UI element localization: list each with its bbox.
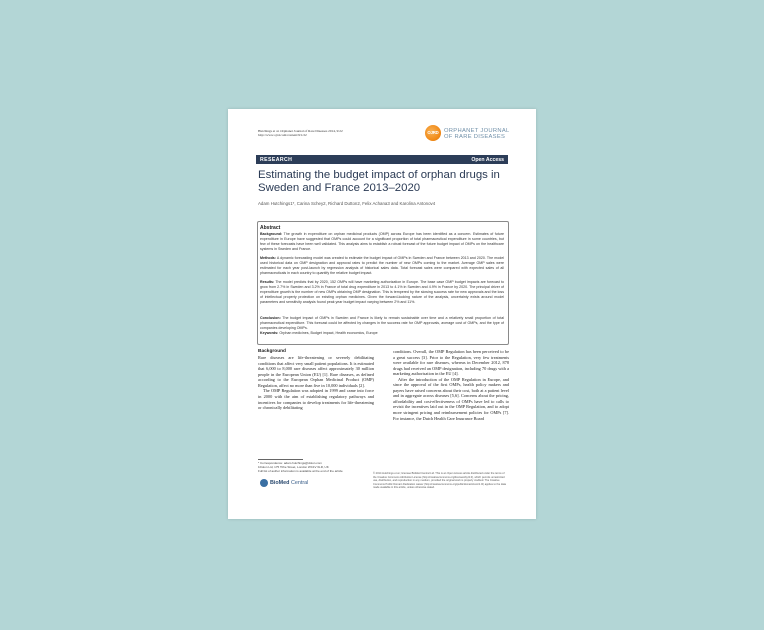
abstract-text: The growth in expenditure on orphan medicinal products (OMP) across Europe has been identified as a concern. Estimates of future expenditure in Europe have suggested that OMPs could account for a significant proportion of total pharmaceutical expenditure in some countries, but few of these forecasts have been well validated. This analysis aims to establish a robust forecast of the future budget impact of OMPs on the healthcare systems in Sweden and France.	[260, 232, 504, 251]
correspondence-note: * Correspondence: adam.hutchings@dolon.com	[258, 461, 322, 465]
footnotes	[258, 461, 378, 473]
abstract-label: Results:	[260, 280, 275, 284]
abstract-label: Keywords:	[260, 331, 279, 335]
section-banner	[256, 155, 508, 164]
author-info-note: Full list of author information is available at the end of the article	[258, 469, 343, 473]
biomed-central-logo-icon	[260, 479, 268, 487]
abstract-text: The model predicts that by 2020, 152 OMPs will have marketing authorization in Europe. The base case OMP budget impacts are forecast to grow from 2.7% in Sweden and 3.2% in France of total drug expenditure in 2013 to 4.1% in Sweden and 4.9% in France by 2020. The principal driver of expenditure growth is the number of new OMPs obtaining OMP designation. This is tempered by the slowing success rate for new approvals and the loss of intellectual property protection on existing orphan medicines. Given the forward-looking nature of the analysis, uncertainty exists around model parameters and sensitivity analysis found peak year budget impact varying between 2% and 11%.	[260, 280, 504, 304]
journal-name-line1: ORPHANET JOURNAL	[444, 128, 510, 134]
banner-open-access-label: Open Access	[471, 156, 504, 163]
copyright-notice: © 2014 Hutchings et al.; licensee BioMed Central Ltd. This is an Open Access article distributed under the terms of the Creative Commons Attribution License (http://creativecommons.org/licenses/by/2.0), which permits unrestricted use, distribution, and reproduction in any medium, provided the original work is properly credited. The Creative Commons Public Domain Dedication waiver (http://creativecommons.org/publicdomain/zero/1.0/) applies to the data made available in this article, unless otherwise stated.	[373, 472, 506, 490]
article-page	[228, 109, 536, 519]
abstract-results	[260, 280, 504, 305]
banner-research-label: RESEARCH	[260, 156, 293, 163]
body-paragraph: Rare diseases are life-threatening or severely debilitating conditions that affect very small patient populations. It is estimated that 6,000 to 8,000 rare diseases affect approximately 30 million people in the European Union (EU) [1]. Rare diseases, as defined according to the European Orphan Medicinal Product (OMP) Regulation, affect no more than five in 10,000 individuals [2].	[258, 355, 374, 388]
abstract-text: Orphan medicines, Budget impact, Health economics, Europe	[278, 331, 378, 335]
abstract-text: A dynamic forecasting model was created to estimate the budget impact of OMPs in Sweden and France between 2013 and 2020. The model used historical data on OMP designation and approval rates to predict the number of new OMPs coming to the market. Average OMP sales were estimated for each year post-launch by regression analysis of historical sales data. Total forecast sales were compared with expected sales of all pharmaceuticals in each country to quantify the relative budget impact.	[260, 256, 504, 275]
journal-logo-mark: OJRD	[427, 130, 439, 135]
article-title: Estimating the budget impact of orphan drugs in Sweden and France 2013–2020	[258, 169, 500, 195]
abstract-methods	[260, 256, 504, 276]
author-list: Adam Hutchings1*, Carina Schey2, Richard Dutton2, Felix Achana3 and Karolina Antonov4	[258, 201, 436, 206]
abstract-label: Conclusion:	[260, 316, 281, 320]
abstract-label: Methods:	[260, 256, 276, 260]
journal-name	[444, 128, 510, 141]
citation-line: Hutchings et al. Orphanet Journal of Rare Diseases 2014, 9:22	[258, 129, 343, 133]
abstract-conclusion	[260, 316, 504, 331]
body-paragraph: conditions. Overall, the OMP Regulation has been perceived to be a great success [3]. Prior to the Regulation, very few treatments were available for rare diseases, whereas in December 2012, 878 drugs had received an OMP designation, including 70 drugs with a marketing authorisation in the EU [4].	[393, 349, 509, 377]
citation	[258, 129, 343, 138]
body-column-right	[393, 349, 509, 421]
journal-name-line2: OF RARE DISEASES	[444, 134, 506, 141]
body-paragraph: After the introduction of the OMP Regulation in Europe, and since the approval of the first OMPs, health policy makers and payers have raised concerns about their cost, both at a patient level and in aggregate across diseases [5,6]. Concerns about the pricing, affordability and cost-effectiveness of OMPs have led to calls to revisit the incentives laid out in the OMP Regulation, and to adopt more stringent pricing and reimbursement policies for OMPs [7]. For instance, the Dutch Health Care Insurance Board	[393, 376, 509, 421]
abstract-heading: Abstract	[260, 225, 281, 231]
publisher-name-rest: Central	[289, 479, 309, 486]
abstract-text: The budget impact of OMPs in Sweden and France is likely to remain sustainable over time and a relatively small proportion of total pharmaceutical expenditure. This forecast could be affected by changes in the success rate for OMP approvals, average cost of OMPs, and the type of companies developing OMPs.	[260, 316, 504, 330]
abstract-keywords	[260, 331, 504, 336]
publisher-name	[270, 480, 308, 486]
section-heading: Background	[258, 349, 286, 354]
body-paragraph: The OMP Regulation was adopted in 1999 and came into force in 2000 with the aim of establishing regulatory pathways and incentives for companies to develop treatments for life-threatening or chronically debilitating	[258, 388, 374, 411]
citation-url: http://www.ojrd.com/content/9/1/22	[258, 133, 307, 138]
footnote-rule	[258, 459, 303, 460]
body-column-left	[258, 349, 374, 411]
publisher-name-bold: BioMed	[270, 479, 290, 486]
affiliation-note: 1Dolon Ltd, 175 Tithe Street, London WC1V 6LR, UK	[258, 465, 329, 469]
abstract-label: Background:	[260, 232, 283, 236]
abstract-background	[260, 232, 504, 252]
